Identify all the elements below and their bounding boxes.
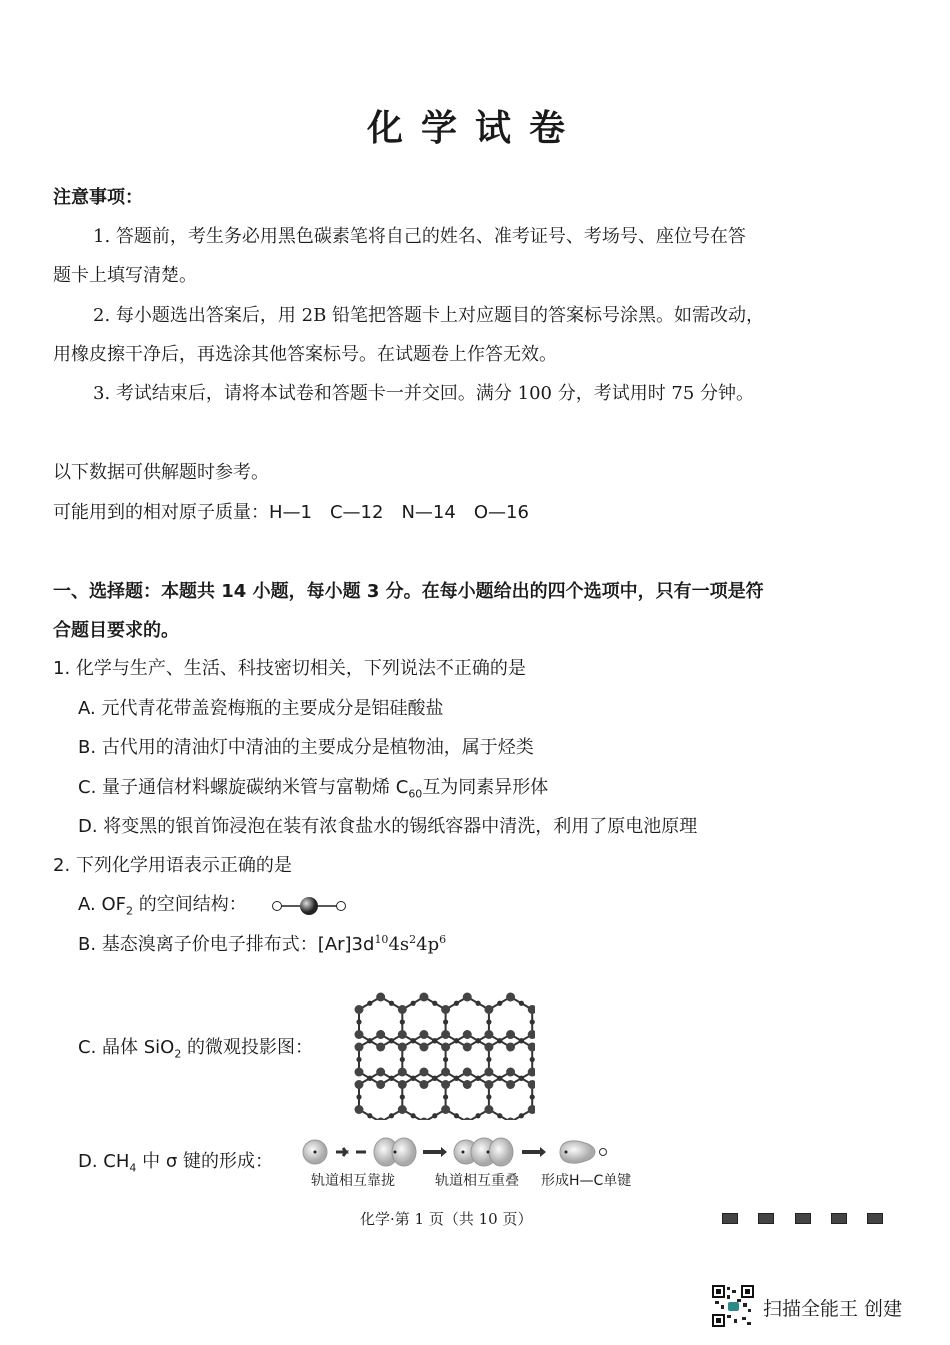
- silicon-atom: [463, 993, 472, 1002]
- oxygen-atom: [475, 1076, 480, 1081]
- silicon-atom: [419, 1080, 428, 1089]
- of2-structure-diagram: [270, 895, 350, 917]
- silicon-atom: [398, 1105, 407, 1114]
- silicon-atom: [506, 1030, 515, 1039]
- oxygen-atom: [400, 1019, 405, 1024]
- silicon-atom: [463, 1080, 472, 1089]
- oxygen-atom: [519, 1038, 524, 1043]
- silicon-atom: [484, 1030, 493, 1039]
- oxygen-atom: [454, 1076, 459, 1081]
- silicon-atom: [506, 1043, 515, 1052]
- silicon-atom: [441, 1080, 450, 1089]
- oxygen-atom: [486, 1057, 491, 1062]
- oxygen-atom: [356, 1094, 361, 1099]
- oxygen-atom: [411, 1001, 416, 1006]
- oxygen-atom: [454, 1001, 459, 1006]
- alignment-mark: [831, 1213, 847, 1224]
- silicon-atom: [484, 1005, 493, 1014]
- silicon-atom: [355, 1043, 364, 1052]
- silicon-atom: [463, 1118, 472, 1121]
- silicon-atom: [528, 1068, 535, 1077]
- oxygen-atom: [367, 1076, 372, 1081]
- silicon-atom: [398, 1043, 407, 1052]
- caption-approach: 轨道相互靠拢: [311, 1173, 395, 1189]
- q2-option-b: B. 基态溴离子价电子排布式：$[Ar]3d^{10}4s^24p^6$: [78, 933, 447, 955]
- silicon-atom: [441, 1068, 450, 1077]
- oxygen-atom: [367, 1038, 372, 1043]
- oxygen-atom: [530, 1019, 535, 1024]
- silicon-atom: [506, 1118, 515, 1121]
- silicon-atom: [398, 1030, 407, 1039]
- note-line: 3. 考试结束后，请将本试卷和答题卡一并交回。满分 100 分，考试用时 75 分钟。: [93, 383, 755, 404]
- q1-option-d: D. 将变黑的银首饰浸泡在装有浓食盐水的锡纸容器中清洗，利用了原电池原理: [78, 816, 698, 837]
- silicon-atom: [376, 1043, 385, 1052]
- silicon-atom: [441, 1105, 450, 1114]
- oxygen-atom: [400, 1094, 405, 1099]
- silicon-atom: [419, 1068, 428, 1077]
- oxygen-atom: [367, 1001, 372, 1006]
- oxygen-atom: [389, 1038, 394, 1043]
- silicon-atom: [419, 1043, 428, 1052]
- oxygen-atom: [389, 1076, 394, 1081]
- oxygen-atom: [432, 1038, 437, 1043]
- sio2-lattice-diagram: [345, 975, 535, 1120]
- oxygen-atom: [454, 1038, 459, 1043]
- oxygen-atom: [443, 1094, 448, 1099]
- q1-stem: 1. 化学与生产、生活、科技密切相关，下列说法不正确的是: [53, 658, 526, 679]
- oxygen-atom: [411, 1113, 416, 1118]
- oxygen-atom: [475, 1038, 480, 1043]
- silicon-atom: [506, 993, 515, 1002]
- oxygen-atom: [519, 1001, 524, 1006]
- silicon-atom: [441, 1005, 450, 1014]
- q1-option-c: C. 量子通信材料螺旋碳纳米管与富勒烯 $C_{60}$互为同素异形体: [78, 777, 549, 801]
- silicon-atom: [376, 1030, 385, 1039]
- silicon-atom: [463, 1068, 472, 1077]
- oxygen-atom: [443, 1019, 448, 1024]
- oxygen-atom: [497, 1076, 502, 1081]
- silicon-atom: [355, 1030, 364, 1039]
- silicon-atom: [441, 1030, 450, 1039]
- alignment-mark: [722, 1213, 738, 1224]
- oxygen-atom: [475, 1001, 480, 1006]
- oxygen-atom: [389, 1001, 394, 1006]
- oxygen-atom: [454, 1113, 459, 1118]
- oxygen-atom: [356, 1019, 361, 1024]
- alignment-mark: [867, 1213, 883, 1224]
- q1-option-a: A. 元代青花带盖瓷梅瓶的主要成分是铝硅酸盐: [78, 698, 444, 719]
- notes-heading: 注意事项：: [53, 187, 143, 208]
- silicon-atom: [528, 1005, 535, 1014]
- q2-option-c: C. 晶体 SiO$_2$ 的微观投影图：: [78, 1037, 314, 1061]
- silicon-atom: [419, 1118, 428, 1121]
- silicon-atom: [398, 1080, 407, 1089]
- silicon-atom: [355, 1005, 364, 1014]
- silicon-atom: [484, 1080, 493, 1089]
- silicon-atom: [506, 1080, 515, 1089]
- note-line: 用橡皮擦干净后，再选涂其他答案标号。在试题卷上作答无效。: [53, 344, 557, 365]
- oxygen-atom: [400, 1057, 405, 1062]
- alignment-mark: [795, 1213, 811, 1224]
- silicon-atom: [528, 1105, 535, 1114]
- silicon-atom: [355, 1068, 364, 1077]
- section-heading-cont: 合题目要求的。: [53, 620, 179, 641]
- oxygen-atom: [530, 1057, 535, 1062]
- oxygen-atom: [356, 1057, 361, 1062]
- caption-bond: 形成H—C单键: [541, 1173, 632, 1189]
- silicon-atom: [463, 1043, 472, 1052]
- silicon-atom: [484, 1043, 493, 1052]
- oxygen-atom: [411, 1076, 416, 1081]
- oxygen-atom: [432, 1113, 437, 1118]
- silicon-atom: [376, 1118, 385, 1121]
- note-line: 题卡上填写清楚。: [53, 265, 197, 286]
- silicon-atom: [419, 993, 428, 1002]
- oxygen-atom: [432, 1076, 437, 1081]
- oxygen-atom: [530, 1094, 535, 1099]
- oxygen-atom: [519, 1076, 524, 1081]
- oxygen-atom: [486, 1094, 491, 1099]
- silicon-atom: [398, 1005, 407, 1014]
- oxygen-atom: [389, 1113, 394, 1118]
- oxygen-atom: [519, 1113, 524, 1118]
- oxygen-atom: [443, 1057, 448, 1062]
- orbital-overlap-diagram: [298, 1137, 618, 1171]
- oxygen-atom: [367, 1113, 372, 1118]
- q2-option-a: A. $OF_2$ 的空间结构：: [78, 894, 247, 918]
- silicon-atom: [376, 1080, 385, 1089]
- q2-option-d: D. $CH_4$ 中 σ 键的形成：: [78, 1151, 273, 1175]
- silicon-atom: [441, 1043, 450, 1052]
- qr-code-icon: [712, 1285, 754, 1327]
- note-line: 2. 每小题选出答案后，用 2B 铅笔把答题卡上对应题目的答案标号涂黑。如需改动，: [93, 305, 765, 326]
- note-line: 1. 答题前，考生务必用黑色碳素笔将自己的姓名、准考证号、考场号、座位号在答: [93, 226, 746, 247]
- page-footer: 化学·第 1 页（共 10 页）: [360, 1210, 533, 1228]
- silicon-atom: [484, 1068, 493, 1077]
- q1-option-b: B. 古代用的清油灯中清油的主要成分是植物油，属于烃类: [78, 737, 534, 758]
- silicon-atom: [528, 1080, 535, 1089]
- oxygen-atom: [497, 1038, 502, 1043]
- oxygen-atom: [411, 1038, 416, 1043]
- oxygen-atom: [497, 1113, 502, 1118]
- oxygen-atom: [486, 1019, 491, 1024]
- silicon-atom: [355, 1080, 364, 1089]
- reference-intro: 以下数据可供解题时参考。: [53, 462, 269, 483]
- atomic-masses: 可能用到的相对原子质量：H—1 C—12 N—14 O—16: [53, 502, 529, 523]
- silicon-atom: [506, 1068, 515, 1077]
- scanner-watermark: 扫描全能王 创建: [763, 1298, 903, 1320]
- caption-overlap: 轨道相互重叠: [435, 1173, 519, 1189]
- silicon-atom: [398, 1068, 407, 1077]
- section-heading: 一、选择题：本题共 14 小题，每小题 3 分。在每小题给出的四个选项中，只有一项是符: [53, 581, 764, 602]
- silicon-atom: [355, 1105, 364, 1114]
- silicon-atom: [419, 1030, 428, 1039]
- silicon-atom: [528, 1043, 535, 1052]
- silicon-atom: [463, 1030, 472, 1039]
- oxygen-atom: [475, 1113, 480, 1118]
- silicon-atom: [376, 1068, 385, 1077]
- alignment-mark: [758, 1213, 774, 1224]
- oxygen-atom: [497, 1001, 502, 1006]
- silicon-atom: [376, 993, 385, 1002]
- q2-stem: 2. 下列化学用语表示正确的是: [53, 855, 292, 876]
- page-title: 化学试卷: [366, 107, 583, 149]
- silicon-atom: [484, 1105, 493, 1114]
- silicon-atom: [528, 1030, 535, 1039]
- oxygen-atom: [432, 1001, 437, 1006]
